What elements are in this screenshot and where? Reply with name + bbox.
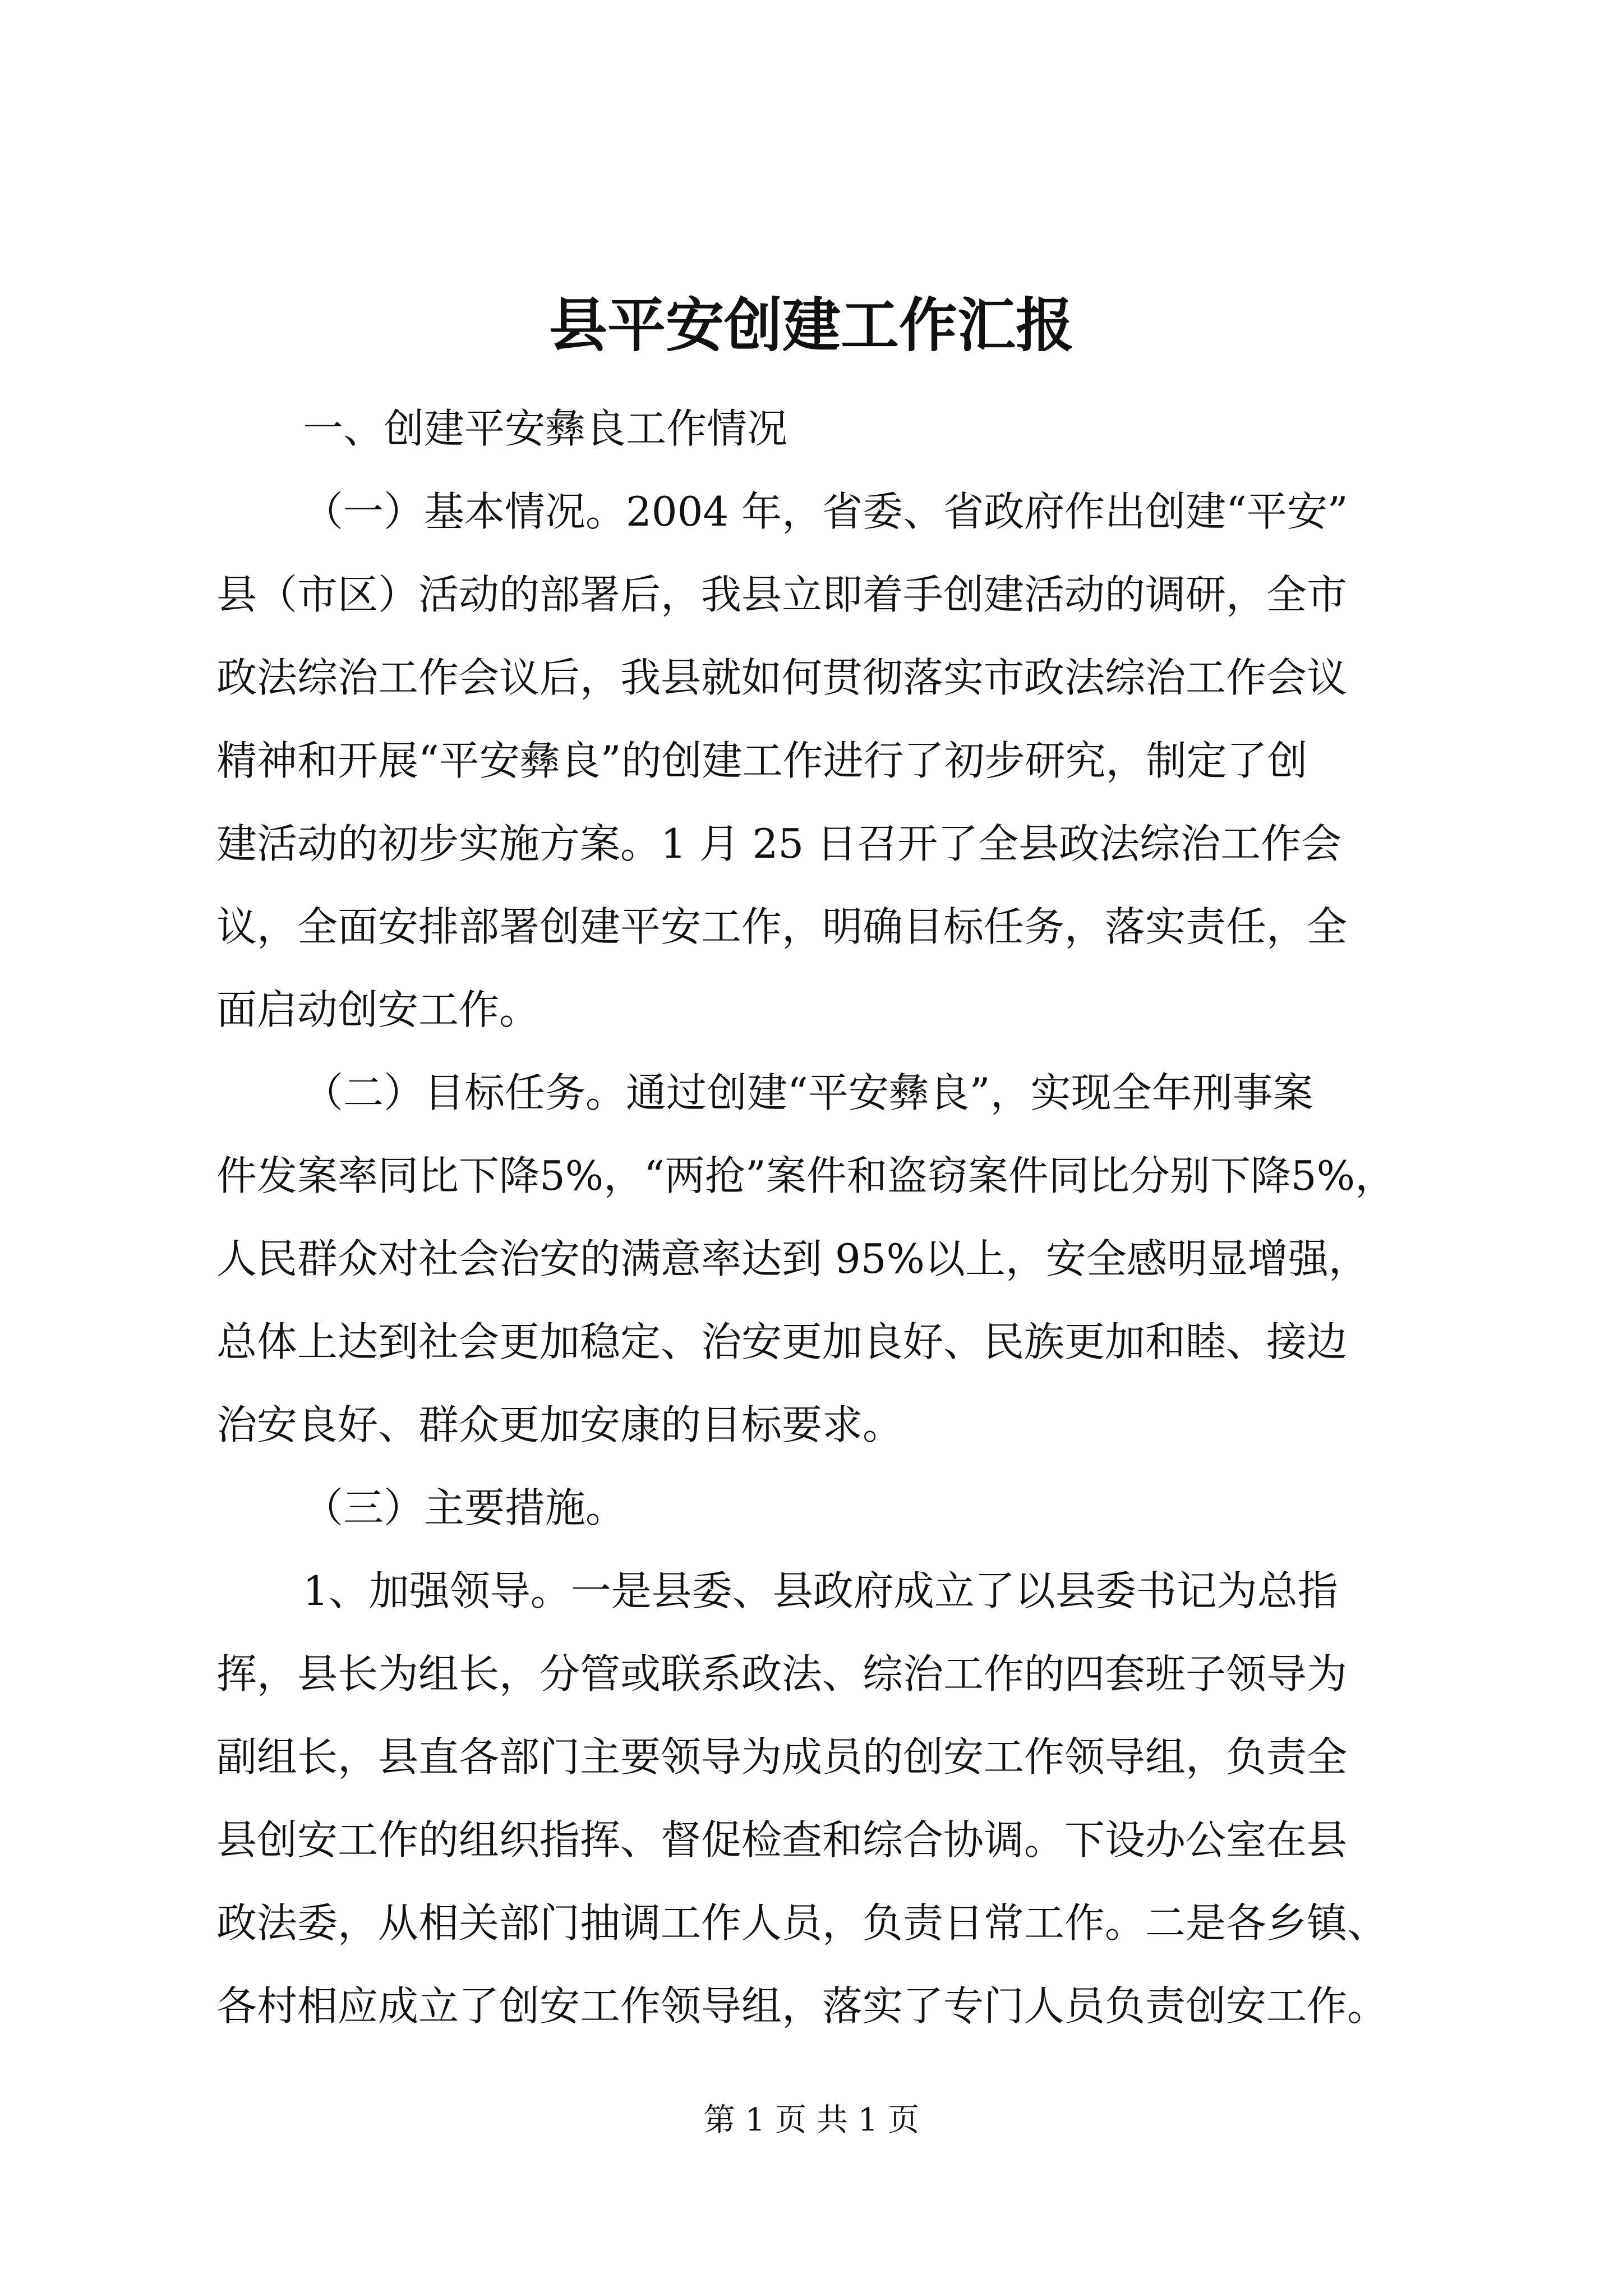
paragraph-4-line-2: 挥，县长为组长，分管或联系政法、综治工作的四套班子领导为: [216, 1650, 1348, 1697]
paragraph-4-line-5: 政法委，从相关部门抽调工作人员，负责日常工作。二是各乡镇、: [216, 1899, 1388, 1947]
paragraph-2-line-1: （二）目标任务。通过创建“平安彝良”，实现全年刑事案: [303, 1069, 1313, 1116]
page-footer: 第 1 页 共 1 页: [703, 2102, 920, 2138]
paragraph-4-line-3: 副组长，县直各部门主要领导为成员的创安工作领导组，负责全: [216, 1733, 1348, 1780]
paragraph-4-line-6: 各村相应成立了创安工作领导组，落实了专门人员负责创安工作。: [216, 1982, 1388, 2030]
paragraph-1-line-2: 县（市区）活动的部署后，我县立即着手创建活动的调研，全市: [216, 571, 1348, 618]
paragraph-2-line-3: 人民群众对社会治安的满意率达到 95%以上，安全感明显增强，: [216, 1235, 1369, 1282]
paragraph-1-line-1: （一）基本情况。2004 年，省委、省政府作出创建“平安”: [303, 488, 1348, 535]
paragraph-1-line-7: 面启动创安工作。: [216, 986, 540, 1033]
paragraph-1-line-4: 精神和开展“平安彝良”的创建工作进行了初步研究，制定了创: [216, 737, 1308, 784]
paragraph-3: （三）主要措施。: [303, 1484, 626, 1531]
paragraph-4-line-1: 1、加强领导。一是县委、县政府成立了以县委书记为总指: [303, 1567, 1338, 1614]
document-title: 县平安创建工作汇报: [548, 291, 1074, 360]
paragraph-2-line-2: 件发案率同比下降5%，“两抢”案件和盗窃案件同比分别下降5%，: [216, 1152, 1396, 1199]
paragraph-1-line-5: 建活动的初步实施方案。1 月 25 日召开了全县政法综治工作会: [216, 820, 1342, 867]
section-heading: 一、创建平安彝良工作情况: [303, 405, 788, 452]
paragraph-1-line-3: 政法综治工作会议后，我县就如何贯彻落实市政法综治工作会议: [216, 654, 1348, 701]
paragraph-2-line-5: 治安良好、群众更加安康的目标要求。: [216, 1401, 903, 1448]
paragraph-2-line-4: 总体上达到社会更加稳定、治安更加良好、民族更加和睦、接边: [216, 1318, 1348, 1365]
paragraph-4-line-4: 县创安工作的组织指挥、督促检查和综合协调。下设办公室在县: [216, 1816, 1348, 1864]
paragraph-1-line-6: 议，全面安排部署创建平安工作，明确目标任务，落实责任，全: [216, 903, 1348, 950]
